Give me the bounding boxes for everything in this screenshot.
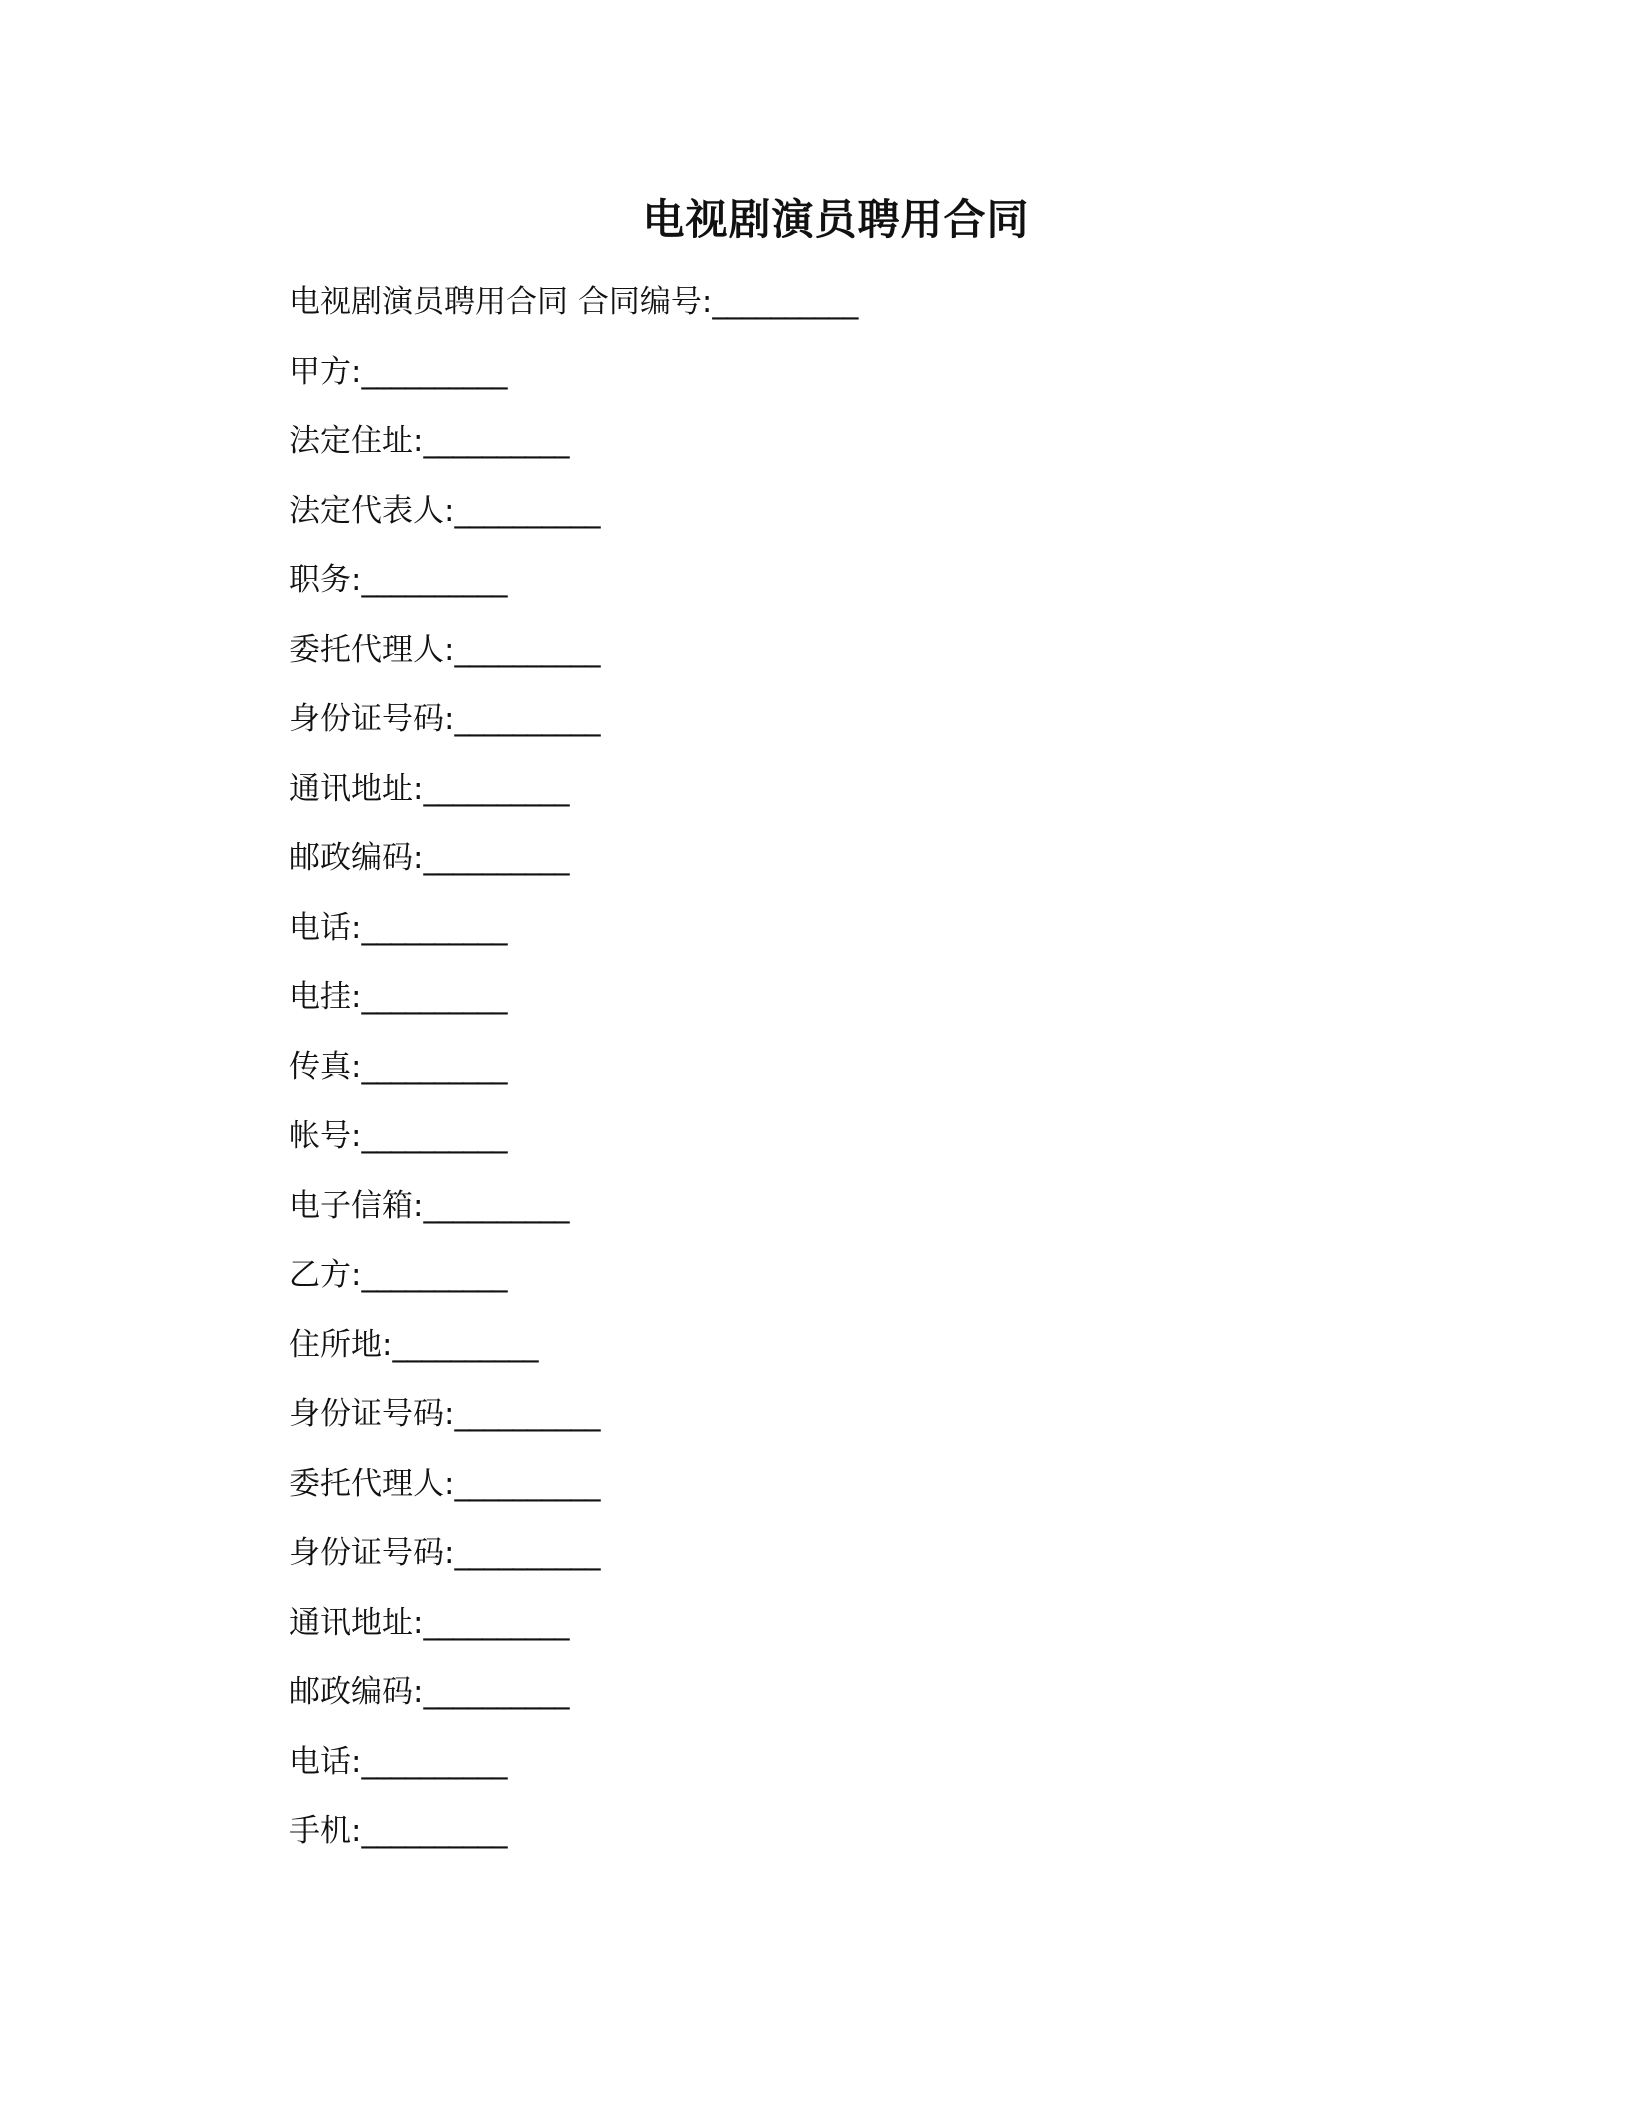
field-id-number-b xyxy=(289,1388,1389,1458)
field-blank: __________ xyxy=(361,1257,507,1293)
field-agent-a xyxy=(289,624,1389,694)
field-label: 通讯地址: xyxy=(289,770,424,807)
field-postal-code-a xyxy=(289,832,1389,902)
field-blank: __________ xyxy=(423,1187,569,1224)
field-label: 乙方: xyxy=(289,1257,362,1293)
field-blank: __________ xyxy=(423,770,569,807)
field-blank: __________ xyxy=(454,1465,600,1502)
field-agent-id-number-b xyxy=(289,1527,1389,1597)
field-label: 通讯地址: xyxy=(289,1604,424,1641)
field-phone-a xyxy=(289,902,1389,972)
field-id-number-a xyxy=(289,693,1389,763)
field-blank: __________ xyxy=(361,1743,507,1780)
field-fax xyxy=(289,1041,1389,1111)
field-label: 委托代理人: xyxy=(289,1465,455,1502)
field-mailing-address-a xyxy=(289,763,1389,833)
field-label: 传真: xyxy=(289,1048,362,1085)
field-blank: __________ xyxy=(454,1535,600,1571)
field-blank: __________ xyxy=(454,631,600,668)
field-blank: __________ xyxy=(361,1048,507,1085)
field-blank: __________ xyxy=(361,562,507,598)
field-label: 手机: xyxy=(289,1813,362,1849)
field-label: 甲方: xyxy=(289,353,362,390)
field-blank: __________ xyxy=(423,1604,569,1641)
field-mailing-address-b xyxy=(289,1597,1389,1667)
field-label: 住所地: xyxy=(289,1326,393,1363)
field-blank: __________ xyxy=(423,1674,569,1710)
field-label: 电挂: xyxy=(289,979,362,1015)
field-blank: __________ xyxy=(361,1118,507,1154)
field-postal-code-b xyxy=(289,1666,1389,1736)
field-residence xyxy=(289,1319,1389,1389)
field-legal-address xyxy=(289,415,1389,485)
field-party-b xyxy=(289,1249,1389,1319)
field-blank: __________ xyxy=(392,1326,538,1363)
contract-fields xyxy=(289,276,1389,1875)
field-label: 电话: xyxy=(289,1743,362,1780)
field-party-a xyxy=(289,346,1389,416)
field-label: 身份证号码: xyxy=(289,701,455,737)
field-label: 电视剧演员聘用合同 合同编号: xyxy=(289,284,713,320)
field-label: 法定代表人: xyxy=(289,492,455,529)
field-account xyxy=(289,1110,1389,1180)
field-blank: __________ xyxy=(361,909,507,946)
field-blank: __________ xyxy=(361,1813,507,1849)
field-label: 法定住址: xyxy=(289,423,424,459)
field-label: 电话: xyxy=(289,909,362,946)
field-mobile xyxy=(289,1805,1389,1875)
field-phone-b xyxy=(289,1736,1389,1806)
field-agent-b xyxy=(289,1458,1389,1528)
field-blank: __________ xyxy=(423,423,569,459)
field-blank: __________ xyxy=(454,701,600,737)
field-blank: __________ xyxy=(361,979,507,1015)
field-blank: __________ xyxy=(454,1396,600,1432)
field-blank: __________ xyxy=(361,353,507,390)
field-contract-number xyxy=(289,276,1389,346)
field-blank: __________ xyxy=(423,840,569,876)
field-blank: __________ xyxy=(454,492,600,529)
field-label: 邮政编码: xyxy=(289,840,424,876)
field-position xyxy=(289,554,1389,624)
field-cable xyxy=(289,971,1389,1041)
field-label: 电子信箱: xyxy=(289,1187,424,1224)
field-legal-representative xyxy=(289,485,1389,555)
field-label: 职务: xyxy=(289,562,362,598)
field-label: 身份证号码: xyxy=(289,1535,455,1571)
field-label: 身份证号码: xyxy=(289,1396,455,1432)
field-email xyxy=(289,1180,1389,1250)
field-blank: __________ xyxy=(712,284,858,320)
document-title: 电视剧演员聘用合同 xyxy=(642,195,1030,244)
field-label: 帐号: xyxy=(289,1118,362,1154)
field-label: 委托代理人: xyxy=(289,631,455,668)
field-label: 邮政编码: xyxy=(289,1674,424,1710)
